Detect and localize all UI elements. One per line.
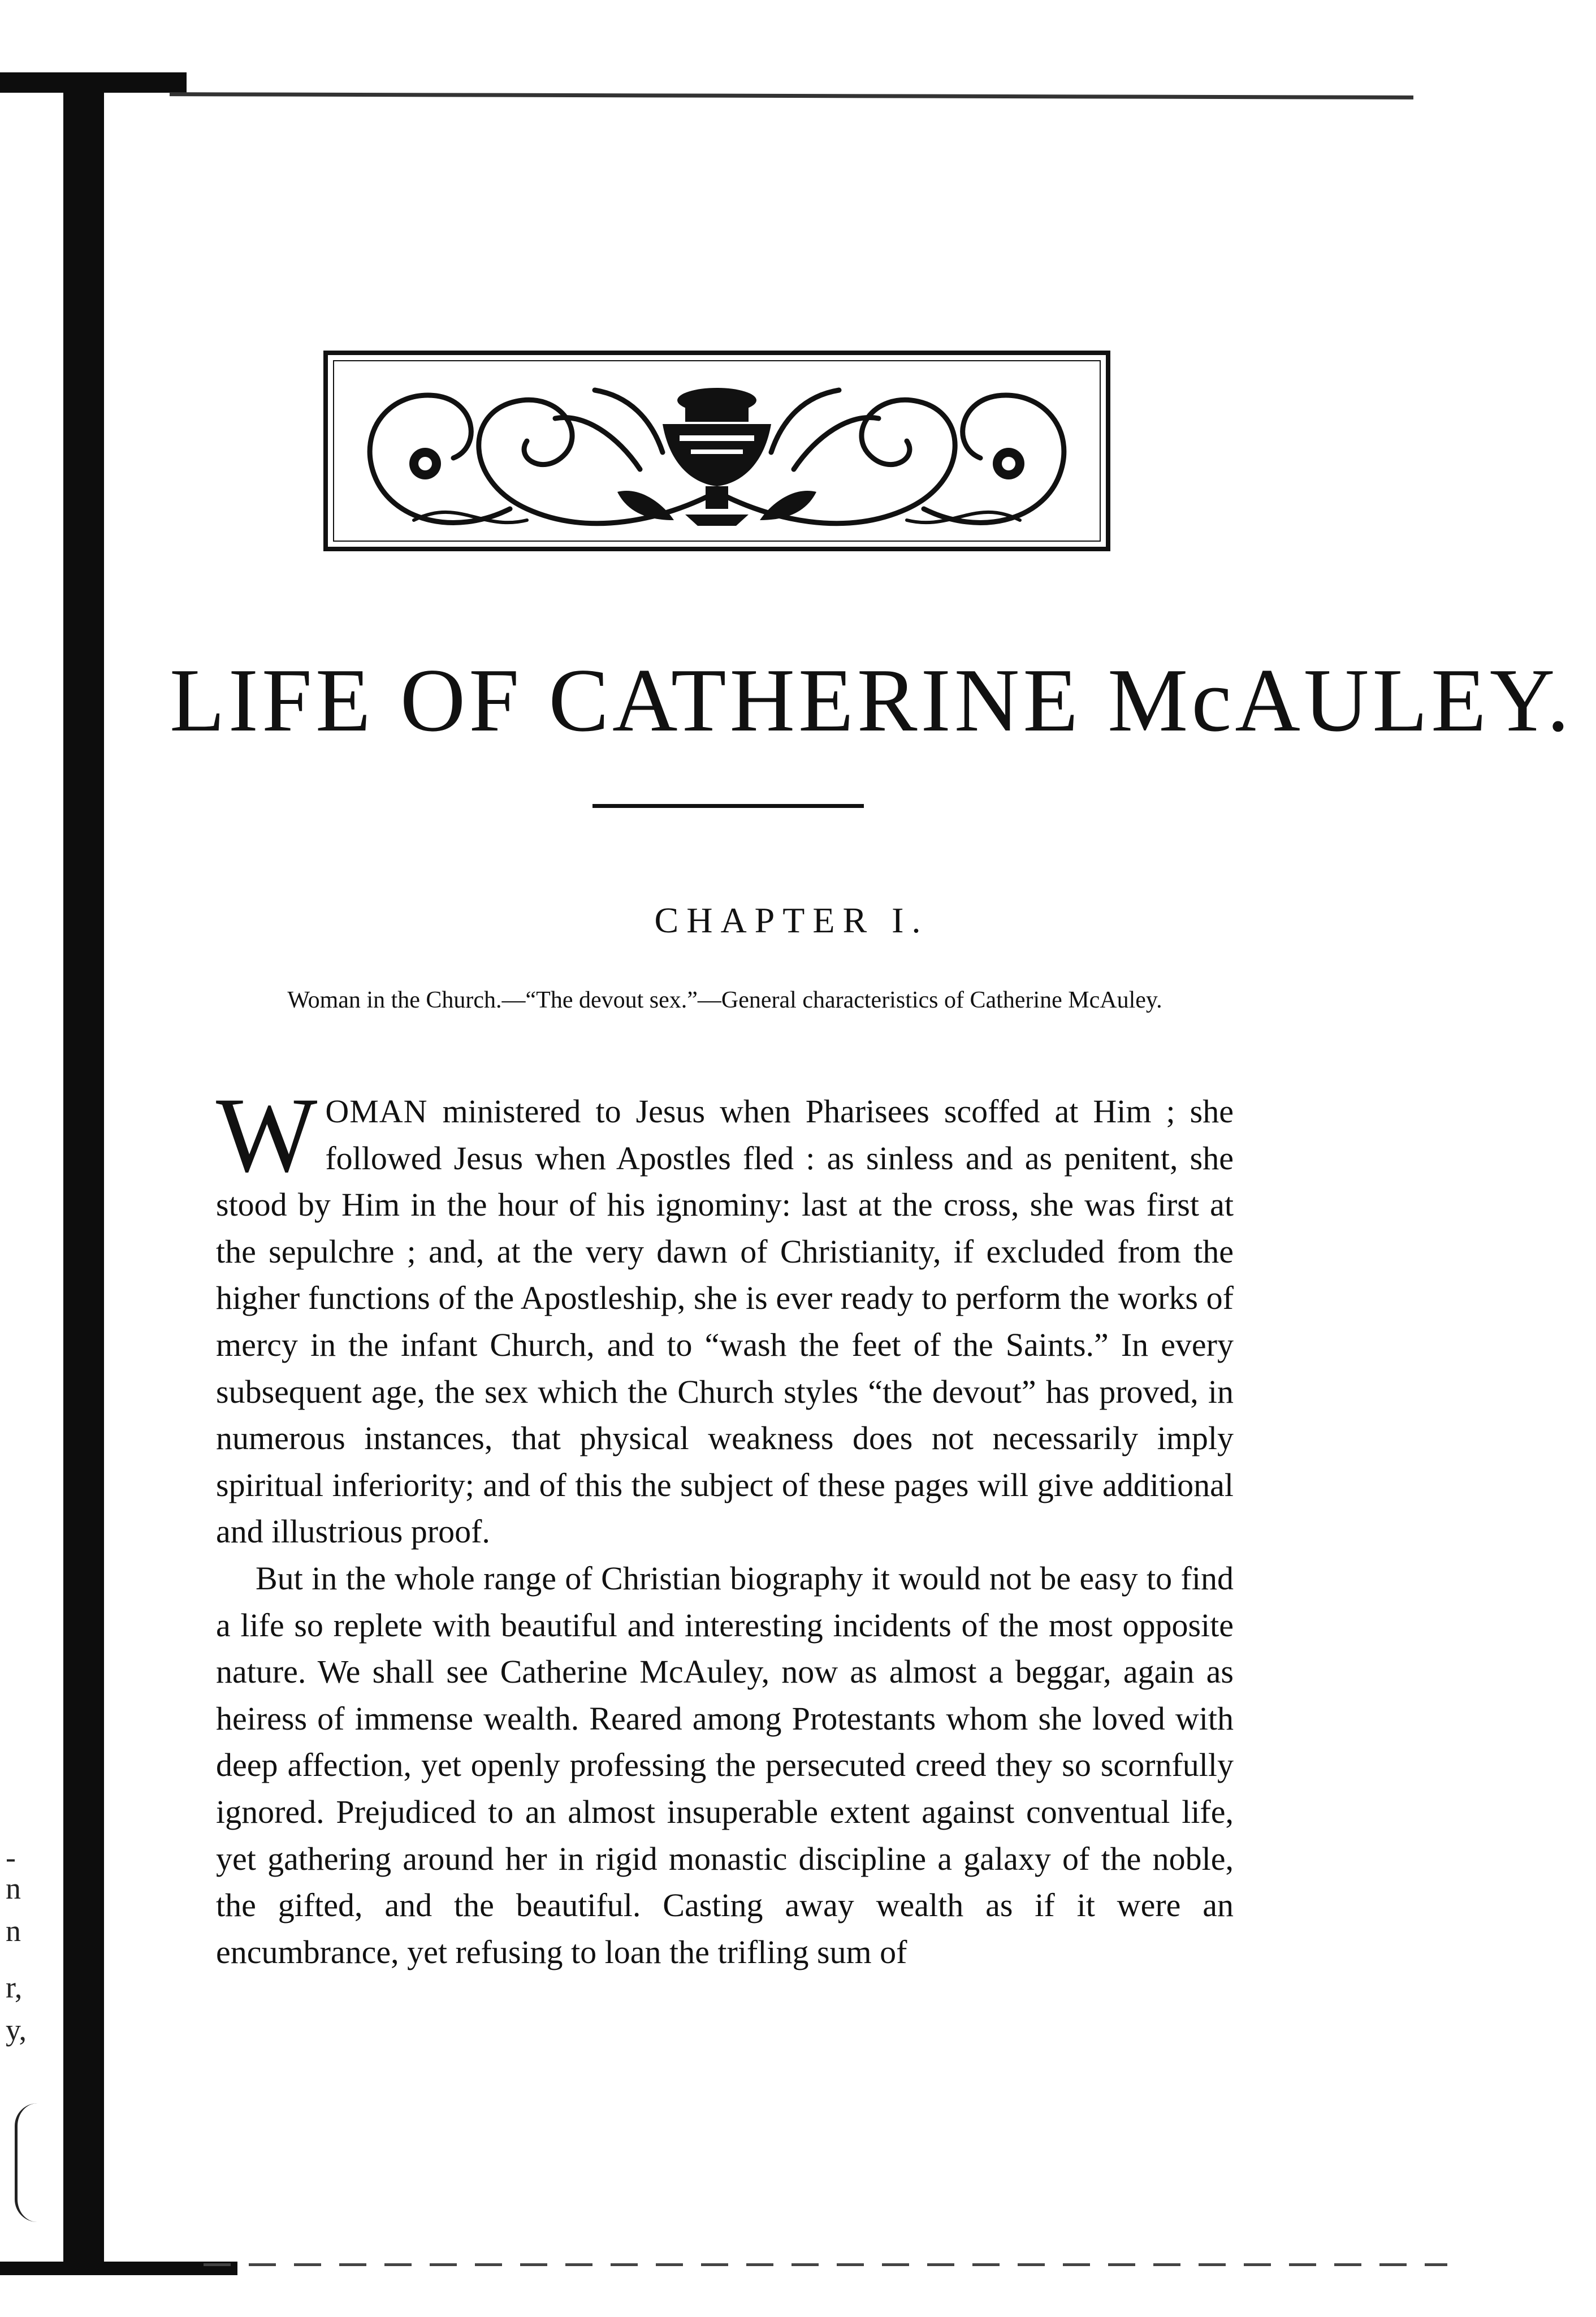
page-bottom-edge — [204, 2263, 1447, 2266]
facing-page-fragment: - — [6, 1840, 16, 1874]
facing-page-fragment: r, — [6, 1970, 23, 2004]
facing-page-fragment: y, — [6, 2013, 27, 2047]
opening-word: OMAN — [325, 1093, 428, 1130]
chapter-summary: Woman in the Church.—“The devout sex.”—General characteristics of Catherine McAuley. — [287, 987, 1162, 1013]
facing-page-edge — [15, 2103, 42, 2222]
body-text — [216, 1076, 1234, 1975]
drop-cap: W — [216, 1076, 318, 1195]
binding-edge-bottom — [0, 2262, 237, 2275]
paragraph-1 — [216, 1076, 1234, 1555]
paragraph-1-text: ministered to Jesus when Pharisees scoffed at Him ; she followed Jesus when Apostles fled : as sinless and as penitent, she stood by Him in the hour of his ignominy: last at the cross, she was first at the sepulchre ; and, at the very dawn of Christianity, if excluded from the higher functions of the Apostleship, she is ever ready to perform the works of mercy in the infant Church, and to “wash the feet of the Saints.” In every subsequent age, the sex which the Church styles “the devout” has proved, in numerous instances, that physical weakness does not necessarily imply spiritual inferiority; and of this the subject of these pages will give additional and illustrious proof. — [216, 1093, 1234, 1550]
book-title: LIFE OF CATHERINE McAULEY. — [170, 650, 1573, 750]
facing-page-fragment: n — [6, 1914, 21, 1948]
title-divider — [592, 804, 864, 808]
chapter-heading: CHAPTER I. — [654, 900, 929, 940]
headpiece-ornament — [323, 351, 1110, 551]
paragraph-2: But in the whole range of Christian biography it would not be easy to find a life so replete with beautiful and interesting incidents of the most opposite nature. We shall see Catherine McAuley, now as almost a beggar, again as heiress of immense wealth. Reared among Protestants whom she loved with deep affection, yet openly professing the persecuted creed they so scornfully ignored. Prejudiced to an almost insuperable extent against conventual life, yet gathering around her in rigid monastic discipline a galaxy of the noble, the gifted, and the beautiful. Casting away wealth as if it were an encumbrance, yet refusing to loan the trifling sum of — [216, 1559, 1234, 1970]
binding-edge — [63, 85, 104, 2267]
page-top-edge — [170, 92, 1413, 100]
facing-page-fragment: n — [6, 1871, 21, 1905]
